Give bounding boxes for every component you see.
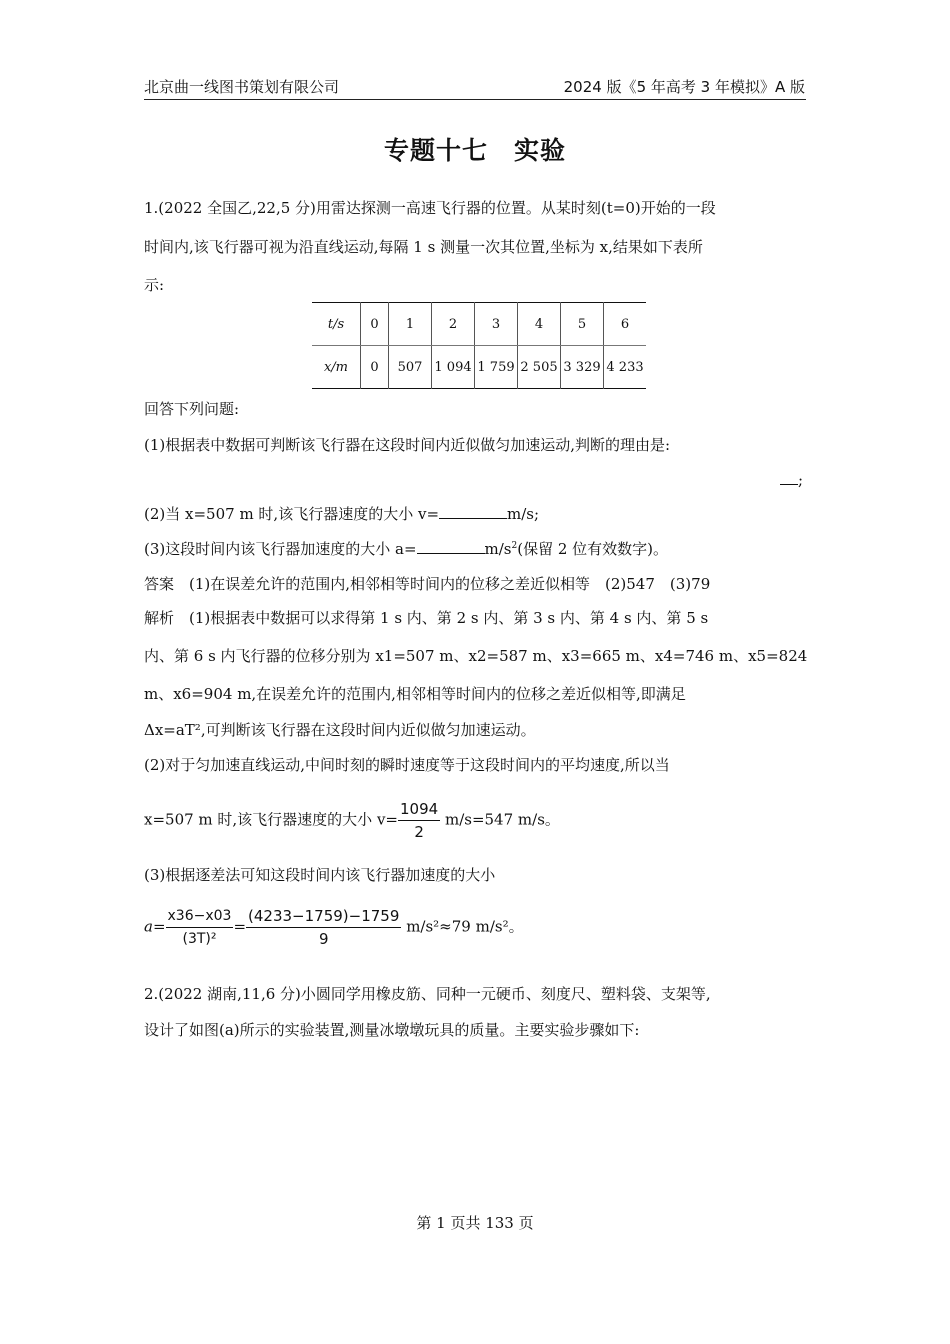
- table-cell: 1: [389, 303, 432, 346]
- table-cell: 4 233: [604, 346, 647, 389]
- q2-line-2: 设计了如图(a)所示的实验装置,测量冰墩墩玩具的质量。主要实验步骤如下:: [144, 1021, 640, 1039]
- row-label-x: x/m: [323, 359, 349, 375]
- q1-sub-1: (1)根据表中数据可判断该飞行器在这段时间内近似做匀加速运动,判断的理由是:: [144, 436, 671, 454]
- fraction-numerator: x36−x03: [166, 905, 234, 928]
- velocity-text: x=507 m 时,该飞行器速度的大小 v=: [144, 810, 398, 829]
- equals-sign: =: [233, 917, 247, 936]
- fraction-denominator: 2: [414, 823, 424, 841]
- q1-analysis-7: (3)根据逐差法可知这段时间内该飞行器加速度的大小: [144, 866, 496, 884]
- table-cell: 0: [361, 346, 389, 389]
- velocity-fraction: [398, 798, 440, 843]
- fraction-denominator: 9: [318, 930, 329, 948]
- q1-analysis-2: 内、第 6 s 内飞行器的位移分别为 x1=507 m、x2=587 m、x3=665 m、x4=746 m、x5=824: [144, 647, 808, 665]
- q1-sub-1-answer-line: [780, 470, 803, 489]
- unit-exponent: 2: [511, 541, 518, 551]
- table-cell: 3 329: [561, 346, 604, 389]
- acceleration-result: m/s²≈79 m/s²。: [406, 917, 524, 936]
- table-row-x: [312, 346, 646, 389]
- header-divider: [144, 99, 806, 100]
- q1-answer: 答案 (1)在误差允许的范围内,相邻相等时间内的位移之差近似相等 (2)547 (3)79: [144, 575, 711, 593]
- page-footer: 第 1 页共 133 页: [416, 1214, 534, 1232]
- table-cell: 2: [432, 303, 475, 346]
- fraction-numerator: (4233−1759)−1759: [246, 905, 401, 928]
- velocity-result: m/s=547 m/s。: [444, 810, 560, 829]
- table-cell: 507: [389, 346, 432, 389]
- table-cell: 1 094: [432, 346, 475, 389]
- table-row-t: [312, 303, 646, 346]
- q1-analysis-1: 解析 (1)根据表中数据可以求得第 1 s 内、第 2 s 内、第 3 s 内、第 4 s 内、第 5 s: [144, 609, 709, 627]
- table-cell: 1 759: [475, 346, 518, 389]
- acceleration-fraction-2: [246, 905, 401, 950]
- fraction-numerator: 1094: [398, 798, 440, 821]
- acceleration-lhs: a=: [144, 917, 166, 936]
- table-cell: 5: [561, 303, 604, 346]
- q1-sub-3-note: (保留 2 位有效数字)。: [517, 540, 669, 558]
- q1-analysis-4: Δx=aT²,可判断该飞行器在这段时间内近似做匀加速运动。: [144, 721, 536, 739]
- table-cell: 3: [475, 303, 518, 346]
- q1-line-1: 1.(2022 全国乙,22,5 分)用雷达探测一高速飞行器的位置。从某时刻(t=0)开始的一段: [144, 199, 716, 217]
- q1-sub-3: [144, 538, 668, 559]
- acceleration-fraction-1: [166, 905, 234, 950]
- table-cell: 4: [518, 303, 561, 346]
- acceleration-formula: [144, 905, 524, 950]
- q1-analysis-6: [144, 798, 560, 843]
- q1-sub-3-text: (3)这段时间内该飞行器加速度的大小 a=: [144, 540, 417, 558]
- q2-line-1: 2.(2022 湖南,11,6 分)小圆同学用橡皮筋、同种一元硬币、刻度尺、塑料袋、支架等,: [144, 985, 711, 1003]
- answer-blank: [780, 470, 798, 485]
- q1-analysis-5: (2)对于匀加速直线运动,中间时刻的瞬时速度等于这段时间内的平均速度,所以当: [144, 756, 670, 774]
- header-publisher: 北京曲一线图书策划有限公司: [144, 78, 340, 96]
- q1-sub-1-end: ;: [798, 471, 804, 489]
- table-cell: 0: [361, 303, 389, 346]
- header-edition: 2024 版《5 年高考 3 年模拟》A 版: [563, 78, 805, 96]
- q1-sub-2-unit: m/s;: [507, 505, 540, 523]
- q1-sub-3-unit: m/s: [484, 540, 512, 558]
- q1-prompt: 回答下列问题:: [144, 400, 240, 418]
- q1-line-3: 示:: [144, 276, 165, 294]
- data-table: [312, 302, 646, 389]
- q1-sub-2: [144, 503, 539, 524]
- answer-blank: [439, 504, 507, 519]
- fraction-denominator: (3T)²: [182, 931, 217, 947]
- q1-analysis-3: m、x6=904 m,在误差允许的范围内,相邻相等时间内的位移之差近似相等,即满足: [144, 685, 686, 703]
- answer-blank: [417, 539, 485, 554]
- q1-line-2: 时间内,该飞行器可视为沿直线运动,每隔 1 s 测量一次其位置,坐标为 x,结果如下表所: [144, 238, 703, 256]
- page-title: 专题十七 实验: [383, 136, 566, 165]
- table-cell: 2 505: [518, 346, 561, 389]
- q1-sub-2-text: (2)当 x=507 m 时,该飞行器速度的大小 v=: [144, 505, 440, 523]
- row-label-t: t/s: [312, 303, 361, 346]
- table-cell: 6: [604, 303, 647, 346]
